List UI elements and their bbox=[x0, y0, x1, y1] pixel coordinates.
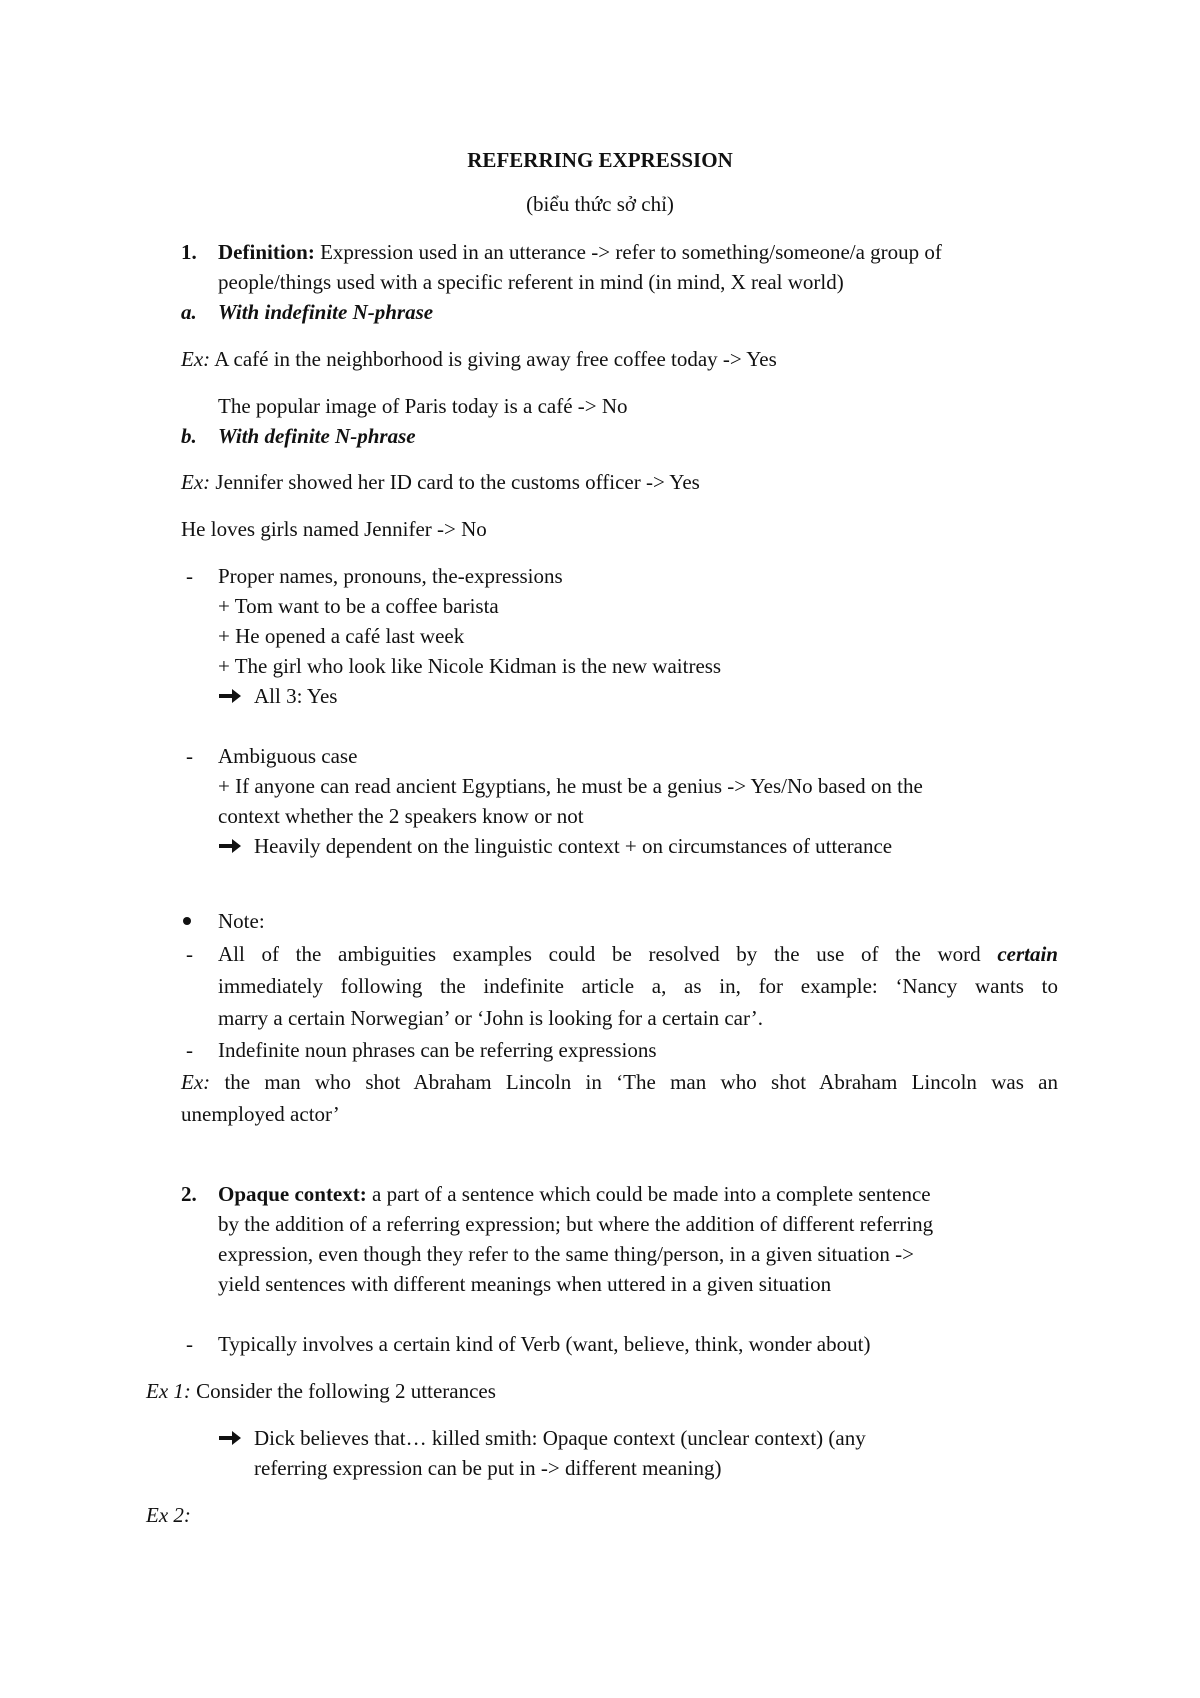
note-2-example: Ex: the man who shot Abraham Lincoln in ‘The man who shot Abraham Lincoln was an bbox=[181, 1070, 1058, 1094]
note-2: Indefinite noun phrases can be referring expressions bbox=[218, 1038, 657, 1062]
section-2-line-3: expression, even though they refer to the same thing/person, in a given situation -> bbox=[218, 1242, 914, 1266]
emphasis-certain: certain bbox=[997, 942, 1058, 966]
section-2-line-1: Opaque context: a part of a sentence which could be made into a complete sentence bbox=[218, 1182, 931, 1206]
document-title: REFERRING EXPRESSION bbox=[467, 148, 733, 172]
opaque-example-line-2: referring expression can be put in -> different meaning) bbox=[254, 1456, 722, 1480]
note-label: Note: bbox=[218, 909, 265, 933]
note-1-line-2: immediately following the indefinite article a, as in, for example: ‘Nancy wants to bbox=[218, 974, 1058, 998]
section-2-line-4: yield sentences with different meanings when uttered in a given situation bbox=[218, 1272, 832, 1296]
list-sub-item: + The girl who look like Nicole Kidman is the new waitress bbox=[218, 654, 722, 678]
list-sub-item: + If anyone can read ancient Egyptians, he must be a genius -> Yes/No based on the bbox=[218, 774, 923, 798]
section-1-line-1 bbox=[218, 239, 942, 265]
list-item-proper-names: Proper names, pronouns, the-expressions bbox=[218, 564, 563, 588]
section-1-line-2: people/things used with a specific referent in mind (in mind, X real world) bbox=[218, 270, 844, 294]
example-1-line: Ex 1: Consider the following 2 utterances bbox=[146, 1379, 496, 1403]
section-2-number: 2. bbox=[181, 1182, 197, 1206]
example-label: Ex: bbox=[181, 1070, 211, 1094]
list-item-ambiguous: Ambiguous case bbox=[218, 744, 358, 768]
subsection-a-marker: a. bbox=[181, 300, 197, 324]
example-a-2: The popular image of Paris today is a café -> No bbox=[218, 394, 628, 418]
note-1-line-1: All of the ambiguities examples could be resolved by the use of the word certain bbox=[218, 942, 1058, 966]
example-b-2: He loves girls named Jennifer -> No bbox=[181, 517, 487, 541]
dash-marker: - bbox=[186, 942, 193, 966]
opaque-example-line-1: Dick believes that… killed smith: Opaque context (unclear context) (any bbox=[254, 1426, 866, 1450]
conclusion-all-3: All 3: Yes bbox=[254, 684, 338, 708]
document-subtitle: (biểu thức sở chỉ) bbox=[526, 192, 674, 216]
arrow-right-icon bbox=[218, 1428, 242, 1448]
section-1-heading: Definition: bbox=[218, 240, 315, 264]
section-1-text: Expression used in an utterance -> refer to something/someone/a group of bbox=[314, 240, 942, 264]
subsection-b-marker: b. bbox=[181, 424, 197, 448]
arrow-right-icon bbox=[218, 836, 242, 856]
arrow-right-icon bbox=[218, 686, 242, 706]
dash-marker: - bbox=[186, 744, 193, 768]
bullet-icon bbox=[183, 917, 191, 925]
subsection-a-heading: With indefinite N-phrase bbox=[218, 300, 434, 324]
section-2-line-2: by the addition of a referring expression; but where the addition of different referring bbox=[218, 1212, 934, 1236]
dash-marker: - bbox=[186, 1332, 193, 1356]
subsection-b-heading: With definite N-phrase bbox=[218, 424, 416, 448]
list-sub-item: + Tom want to be a coffee barista bbox=[218, 594, 499, 618]
note-2-example-cont: unemployed actor’ bbox=[181, 1102, 340, 1126]
list-sub-item-cont: context whether the 2 speakers know or not bbox=[218, 804, 584, 828]
dash-marker: - bbox=[186, 1038, 193, 1062]
example-1-label: Ex 1: bbox=[146, 1379, 191, 1403]
section-1-number: 1. bbox=[181, 240, 197, 264]
example-b-1: Ex: Jennifer showed her ID card to the customs officer -> Yes bbox=[181, 470, 700, 494]
example-a-1: Ex: A café in the neighborhood is giving away free coffee today -> Yes bbox=[181, 347, 777, 371]
list-sub-item: + He opened a café last week bbox=[218, 624, 465, 648]
example-label: Ex: bbox=[181, 470, 211, 494]
section-2-typical-verbs: Typically involves a certain kind of Verb (want, believe, think, wonder about) bbox=[218, 1332, 871, 1356]
conclusion-heavily-dependent: Heavily dependent on the linguistic context + on circumstances of utterance bbox=[254, 834, 893, 858]
example-2-label: Ex 2: bbox=[146, 1503, 191, 1527]
note-1-line-3: marry a certain Norwegian’ or ‘John is looking for a certain car’. bbox=[218, 1006, 763, 1030]
section-2-heading: Opaque context: bbox=[218, 1182, 367, 1206]
example-label: Ex: bbox=[181, 347, 211, 371]
dash-marker: - bbox=[186, 564, 193, 588]
